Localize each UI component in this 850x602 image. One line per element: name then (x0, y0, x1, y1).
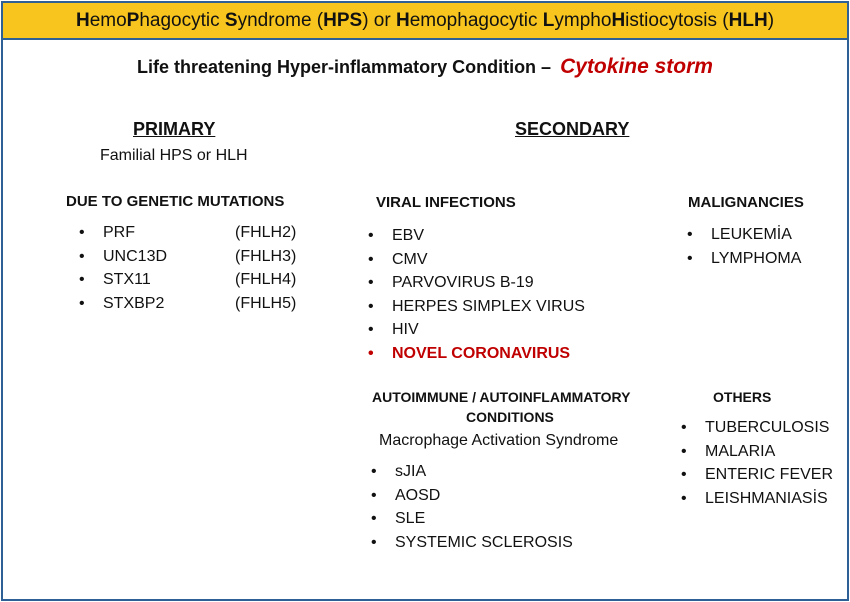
title-bold-0: H (75, 9, 90, 31)
viral-item (364, 248, 585, 272)
genetic-item-label: UNC13D (103, 247, 168, 265)
viral-item-highlight-label: NOVEL CORONAVIRUS (392, 344, 571, 362)
bullet-icon: • (368, 274, 374, 292)
bullet-icon: • (368, 321, 374, 339)
bullet-icon: • (681, 419, 687, 436)
viral-item (364, 318, 585, 342)
bullet-icon: • (681, 442, 687, 460)
subtitle (3, 55, 847, 79)
title-rest-2: yndrome ( (237, 9, 324, 31)
bullet-icon: • (681, 489, 687, 507)
viral-item-label: HERPES SIMPLEX VIRUS (392, 297, 585, 315)
title-bold-1: P (126, 9, 140, 31)
genetic-item (75, 268, 297, 292)
genetic-item-label: STXBP2 (103, 294, 165, 312)
others-item (677, 440, 833, 464)
autoimmune-item-label: sJIA (395, 463, 427, 480)
bullet-icon: • (371, 510, 377, 528)
others-item (677, 487, 833, 511)
bullet-icon: • (687, 249, 693, 267)
bullet-icon: • (79, 271, 85, 289)
viral-item-highlight (364, 342, 585, 366)
others-item-label: TUBERCULOSIS (705, 419, 830, 436)
viral-item (364, 224, 585, 248)
others-heading: OTHERS (713, 389, 772, 405)
malignancies-list (683, 223, 801, 270)
genetic-item-code: (FHLH3) (235, 247, 297, 265)
others-item (677, 416, 833, 440)
title-rest-7: ) (767, 9, 775, 31)
autoimmune-item (367, 531, 573, 555)
genetic-heading: DUE TO GENETIC MUTATIONS (66, 193, 285, 210)
title-bold-7: HLH (728, 9, 768, 31)
genetic-item-code: (FHLH2) (235, 224, 297, 241)
bullet-icon: • (681, 466, 687, 484)
bullet-icon: • (371, 486, 377, 504)
title-bold-2: S (224, 9, 238, 31)
others-item-label: LEISHMANIASİS (705, 489, 828, 507)
title-rest-5: ympho (554, 9, 612, 31)
autoimmune-item (367, 460, 573, 484)
autoimmune-list (367, 460, 573, 554)
bullet-icon: • (368, 297, 374, 315)
genetic-item-label: STX11 (103, 271, 151, 289)
viral-item (364, 271, 585, 295)
autoimmune-subheading: Macrophage Activation Syndrome (379, 432, 619, 449)
others-item-label: ENTERIC FEVER (705, 466, 834, 484)
title-rest-1: hagocytic (139, 9, 225, 31)
viral-item (364, 295, 585, 319)
title-bold-5: L (542, 9, 555, 31)
viral-item-label: HIV (392, 321, 419, 339)
autoimmune-heading-line1: AUTOIMMUNE / AUTOINFLAMMATORY (372, 389, 631, 405)
primary-heading: PRIMARY (133, 119, 216, 139)
bullet-icon: • (368, 227, 374, 244)
malignancy-item-label: LEUKEMİA (711, 226, 792, 243)
bullet-icon: • (79, 247, 85, 265)
genetic-item-code: (FHLH4) (235, 271, 297, 289)
title-bold-4: H (395, 9, 410, 31)
genetic-item (75, 245, 297, 269)
autoimmune-item (367, 507, 573, 531)
genetic-item (75, 221, 297, 245)
viral-item-label: CMV (392, 250, 428, 268)
autoimmune-item (367, 484, 573, 508)
title-rest-6: istiocytosis ( (625, 9, 729, 31)
bullet-icon: • (371, 533, 377, 551)
title-rest-0: emo (89, 9, 127, 31)
title-text (76, 10, 774, 32)
genetic-list (75, 221, 297, 315)
autoimmune-item-label: AOSD (395, 486, 441, 504)
autoimmune-item-label: SLE (395, 510, 426, 528)
subtitle-text: Life threatening Hyper-inflammatory Condition – (137, 57, 552, 77)
genetic-item-code: (FHLH5) (235, 294, 297, 312)
viral-heading: VIRAL INFECTIONS (376, 194, 516, 211)
viral-item-label: PARVOVIRUS B-19 (392, 274, 534, 292)
others-list (677, 416, 833, 510)
bullet-icon: • (368, 250, 374, 268)
title-bar (3, 3, 847, 40)
viral-item-label: EBV (392, 227, 425, 244)
primary-subheading: Familial HPS or HLH (100, 147, 248, 164)
malignancy-item (683, 223, 801, 247)
bullet-icon: • (79, 224, 85, 241)
subtitle-highlight: Cytokine storm (560, 55, 713, 78)
autoimmune-heading-line2: CONDITIONS (466, 409, 554, 425)
title-rest-4: emophagocytic (409, 9, 543, 31)
title-bold-6: H (611, 9, 626, 31)
genetic-item (75, 292, 297, 316)
malignancies-heading: MALIGNANCIES (688, 194, 804, 211)
viral-list (364, 224, 585, 366)
title-bold-3: HPS (323, 9, 363, 31)
secondary-heading: SECONDARY (515, 119, 630, 139)
bullet-icon: • (79, 294, 85, 312)
title-rest-3: ) or (362, 9, 396, 31)
slide-frame (1, 1, 849, 601)
bullet-icon: • (368, 344, 374, 362)
autoimmune-item-label: SYSTEMIC SCLEROSIS (395, 533, 573, 551)
malignancy-item-label: LYMPHOMA (711, 249, 802, 267)
others-item-label: MALARIA (705, 442, 776, 460)
bullet-icon: • (687, 226, 693, 243)
genetic-item-label: PRF (103, 224, 135, 241)
bullet-icon: • (371, 463, 377, 480)
others-item (677, 463, 833, 487)
malignancy-item (683, 247, 801, 271)
